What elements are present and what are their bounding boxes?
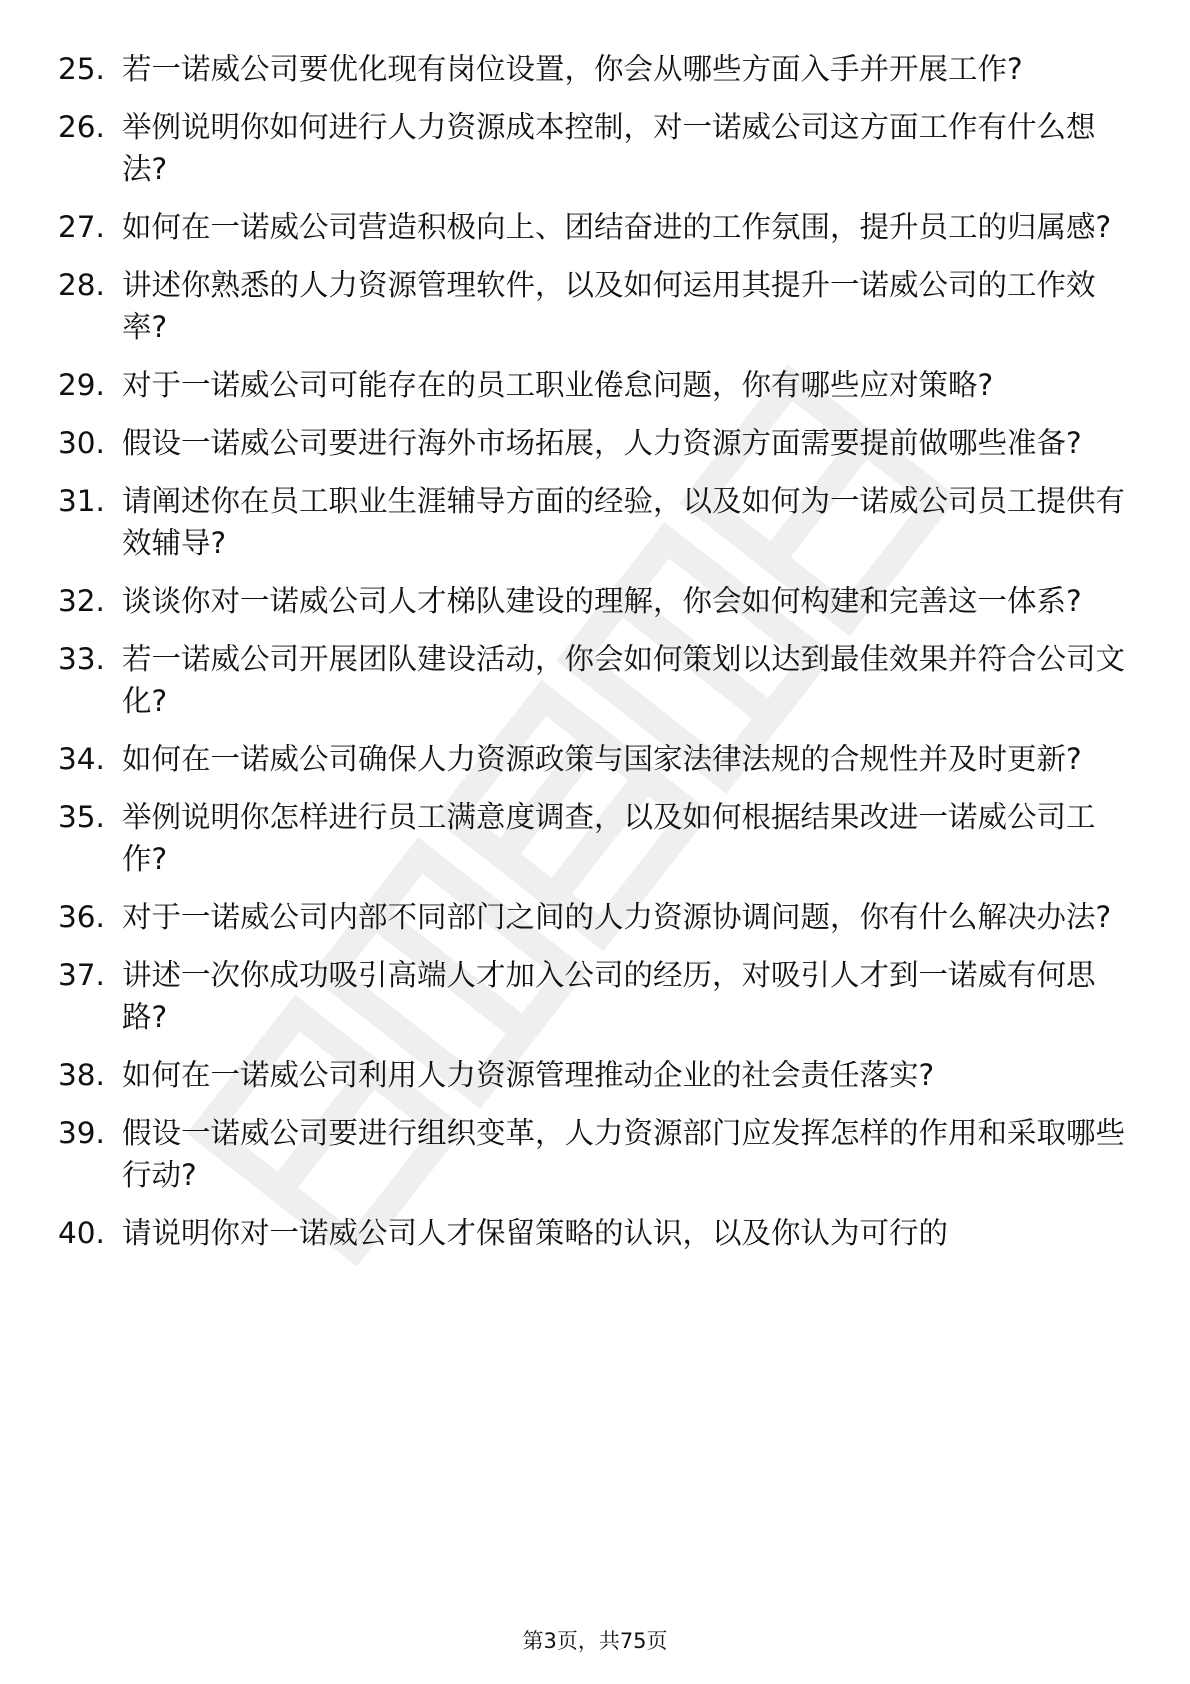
question-text: 讲述你熟悉的人力资源管理软件，以及如何运用其提升一诺威公司的工作效率?: [122, 268, 1096, 344]
page-footer: 第3页，共75页: [522, 1629, 668, 1653]
question-text: 请阐述你在员工职业生涯辅导方面的经验，以及如何为一诺威公司员工提供有效辅导?: [122, 484, 1126, 560]
question-text: 若一诺威公司要优化现有岗位设置，你会从哪些方面入手并开展工作?: [122, 52, 1023, 86]
question-text: 举例说明你如何进行人力资源成本控制，对一诺威公司这方面工作有什么想法?: [122, 110, 1096, 186]
list-item: [58, 1112, 1130, 1196]
question-number: 26.: [58, 110, 105, 144]
question-number: 27.: [58, 210, 105, 244]
list-item: [58, 1054, 1130, 1096]
list-item: [58, 106, 1130, 190]
list-item: [58, 954, 1130, 1038]
question-number: 36.: [58, 900, 105, 934]
question-text: 谈谈你对一诺威公司人才梯队建设的理解，你会如何构建和完善这一体系?: [122, 584, 1082, 618]
question-text: 如何在一诺威公司营造积极向上、团结奋进的工作氛围，提升员工的归属感?: [122, 210, 1112, 244]
question-list: [58, 48, 1130, 1270]
question-text: 若一诺威公司开展团队建设活动，你会如何策划以达到最佳效果并符合公司文化?: [122, 642, 1126, 718]
question-text: 假设一诺威公司要进行组织变革，人力资源部门应发挥怎样的作用和采取哪些行动?: [122, 1116, 1126, 1192]
question-number: 28.: [58, 268, 105, 302]
question-number: 40.: [58, 1216, 105, 1250]
list-item: [58, 422, 1130, 464]
question-number: 38.: [58, 1058, 105, 1092]
question-number: 29.: [58, 368, 105, 402]
question-number: 25.: [58, 52, 105, 86]
question-number: 32.: [58, 584, 105, 618]
list-item: [58, 638, 1130, 722]
list-item: [58, 206, 1130, 248]
question-text: 请说明你对一诺威公司人才保留策略的认识，以及你认为可行的: [122, 1216, 949, 1250]
question-number: 33.: [58, 642, 105, 676]
list-item: [58, 896, 1130, 938]
question-number: 34.: [58, 742, 105, 776]
list-item: [58, 364, 1130, 406]
list-item: [58, 1212, 1130, 1254]
question-text: 如何在一诺威公司确保人力资源政策与国家法律法规的合规性并及时更新?: [122, 742, 1082, 776]
question-number: 30.: [58, 426, 105, 460]
list-item: [58, 48, 1130, 90]
question-text: 对于一诺威公司内部不同部门之间的人力资源协调问题，你有什么解决办法?: [122, 900, 1112, 934]
question-number: 37.: [58, 958, 105, 992]
question-text: 举例说明你怎样进行员工满意度调查，以及如何根据结果改进一诺威公司工作?: [122, 800, 1096, 876]
question-number: 35.: [58, 800, 105, 834]
list-item: [58, 738, 1130, 780]
list-item: [58, 264, 1130, 348]
question-text: 讲述一次你成功吸引高端人才加入公司的经历，对吸引人才到一诺威有何思路?: [122, 958, 1096, 1034]
list-item: [58, 480, 1130, 564]
question-text: 假设一诺威公司要进行海外市场拓展，人力资源方面需要提前做哪些准备?: [122, 426, 1082, 460]
list-item: [58, 580, 1130, 622]
question-text: 如何在一诺威公司利用人力资源管理推动企业的社会责任落实?: [122, 1058, 935, 1092]
list-item: [58, 796, 1130, 880]
question-number: 31.: [58, 484, 105, 518]
question-number: 39.: [58, 1116, 105, 1150]
question-text: 对于一诺威公司可能存在的员工职业倦怠问题，你有哪些应对策略?: [122, 368, 994, 402]
